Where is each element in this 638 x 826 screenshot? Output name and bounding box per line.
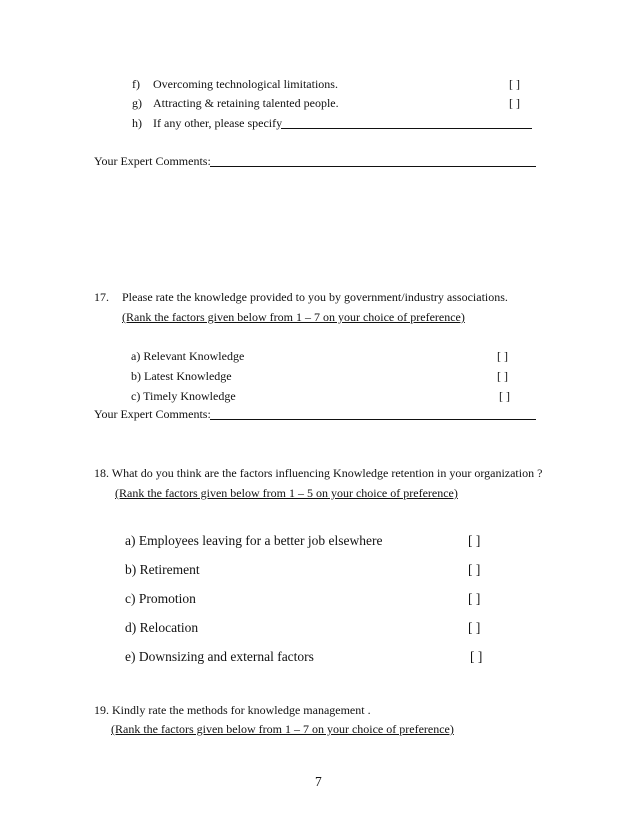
q18-item-d-text: d) Relocation (125, 620, 199, 635)
q17-item-a-checkbox[interactable]: [ ] (497, 349, 508, 363)
q16-item-f-text: Overcoming technological limitations. (153, 77, 338, 91)
q19-instruction: (Rank the factors given below from 1 – 7 on your choice of preference) (111, 722, 454, 736)
q17-item-a-text: a) Relevant Knowledge (131, 349, 245, 363)
q16-comments-label: Your Expert Comments: (94, 154, 211, 168)
q18-item-a-text: a) Employees leaving for a better job elsewhere (125, 533, 383, 548)
q16-other-specify-line[interactable] (281, 128, 532, 129)
q17-item-c-text: c) Timely Knowledge (131, 389, 236, 403)
q18-instruction: (Rank the factors given below from 1 – 5 on your choice of preference) (115, 486, 458, 500)
q16-item-g-text: Attracting & retaining talented people. (153, 96, 339, 110)
q16-item-g-checkbox[interactable]: [ ] (509, 96, 520, 110)
q17-number: 17. (94, 290, 109, 304)
q16-item-g-letter: g) (132, 96, 142, 110)
q16-item-h-letter: h) (132, 116, 142, 130)
q18-item-b-text: b) Retirement (125, 562, 200, 577)
q18-item-c-checkbox[interactable]: [ ] (468, 591, 481, 606)
q16-comments-line[interactable] (210, 166, 536, 167)
q16-item-h-text: If any other, please specify (153, 116, 283, 130)
q17-question: Please rate the knowledge provided to you by government/industry associations. (122, 290, 508, 304)
q16-item-f-checkbox[interactable]: [ ] (509, 77, 520, 91)
q18-item-d-checkbox[interactable]: [ ] (468, 620, 481, 635)
q17-item-b-checkbox[interactable]: [ ] (497, 369, 508, 383)
q17-item-b-text: b) Latest Knowledge (131, 369, 232, 383)
q18-item-e-text: e) Downsizing and external factors (125, 649, 314, 664)
q17-instruction: (Rank the factors given below from 1 – 7 on your choice of preference) (122, 310, 465, 324)
q17-comments-label: Your Expert Comments: (94, 407, 211, 421)
q16-item-f-letter: f) (132, 77, 140, 91)
q18-question: 18. What do you think are the factors influencing Knowledge retention in your organization ? (94, 466, 543, 480)
q18-item-e-checkbox[interactable]: [ ] (470, 649, 483, 664)
q19-question: 19. Kindly rate the methods for knowledge management . (94, 703, 371, 717)
q18-item-b-checkbox[interactable]: [ ] (468, 562, 481, 577)
q18-item-c-text: c) Promotion (125, 591, 196, 606)
q17-comments-line[interactable] (210, 419, 536, 420)
q17-item-c-checkbox[interactable]: [ ] (499, 389, 510, 403)
page-number: 7 (315, 774, 322, 789)
q18-item-a-checkbox[interactable]: [ ] (468, 533, 481, 548)
